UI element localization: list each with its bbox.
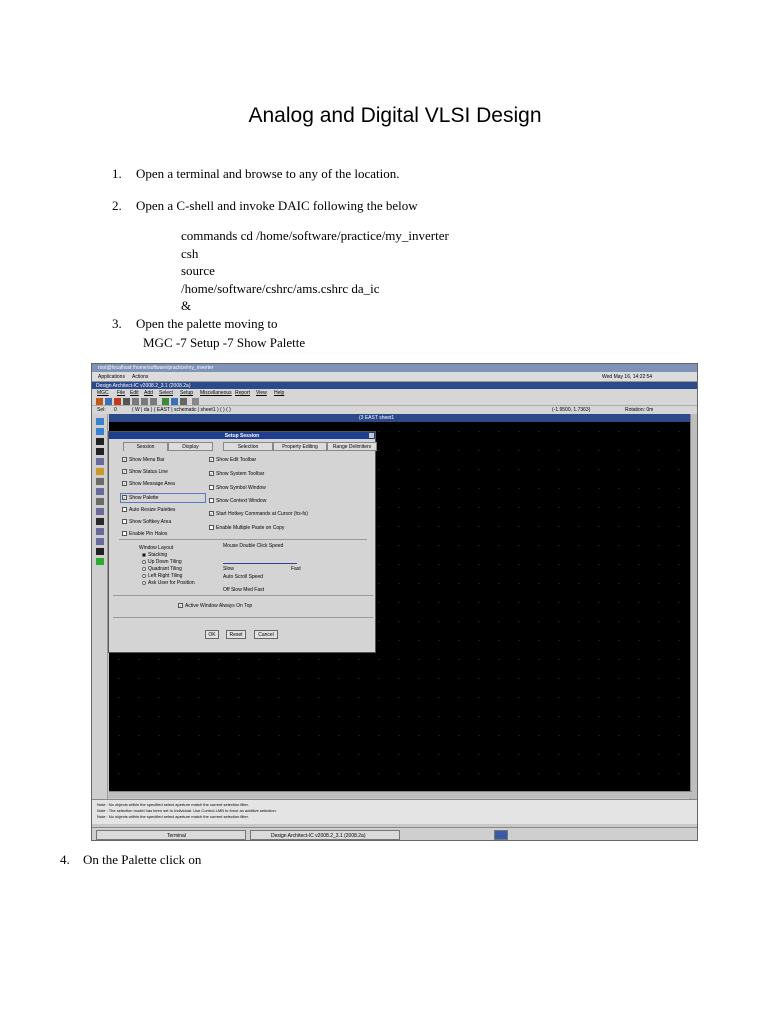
radio-label: Left Right Tiling: [148, 573, 183, 579]
checkbox[interactable]: ✓: [210, 471, 214, 477]
sheet-icon[interactable]: [96, 548, 104, 555]
ok-button[interactable]: [205, 630, 219, 639]
text-icon[interactable]: [96, 488, 104, 495]
wire-icon[interactable]: [96, 428, 104, 435]
dialog-title: Setup Session: [224, 433, 260, 439]
menu-help[interactable]: Help: [274, 390, 285, 396]
step-2: [112, 198, 418, 214]
step-1: [112, 166, 400, 182]
clock: Wed May 16, 14:22:54: [602, 374, 653, 380]
button-label: Cancel: [258, 632, 274, 638]
check-icon[interactable]: [162, 398, 169, 405]
tab-label: Range Delimiters: [332, 444, 372, 450]
zoom-in-icon[interactable]: [132, 398, 139, 405]
gnome-panel: [92, 372, 697, 382]
hierarchy-icon[interactable]: [171, 398, 178, 405]
open-icon[interactable]: [96, 398, 103, 405]
option-show-edit-toolbar[interactable]: [209, 457, 256, 463]
play-icon[interactable]: [96, 558, 104, 565]
button-label: Reset: [229, 632, 243, 638]
copy-icon[interactable]: [96, 468, 104, 475]
taskbar-terminal[interactable]: [96, 830, 246, 840]
menu-path: MGC -7 Setup -7 Show Palette: [143, 335, 306, 350]
applications-menu[interactable]: Applications: [98, 374, 125, 380]
tab-label: Property Editing: [282, 444, 318, 450]
taskbar: [92, 827, 697, 841]
divider: [113, 617, 373, 618]
message-line: Note : No objects within the specified select aperture match the current selection filter.: [97, 802, 249, 807]
command-line: csh: [181, 245, 199, 261]
radio-label: Up Down Tiling: [148, 559, 182, 565]
rotate-icon[interactable]: [96, 438, 104, 445]
divider: [119, 539, 367, 540]
palette: [92, 414, 108, 807]
option-show-menu-bar[interactable]: [122, 457, 165, 463]
reset-button[interactable]: [226, 630, 246, 639]
save-icon[interactable]: [105, 398, 112, 405]
menu-setup[interactable]: Setup: [180, 390, 194, 396]
step-text: On the Palette click on: [83, 852, 202, 867]
radio-button[interactable]: [142, 567, 146, 571]
option-show-symbol-window[interactable]: [209, 485, 266, 491]
option-label: Show Symbol Window: [216, 485, 266, 491]
menu-miscellaneous[interactable]: Miscellaneous: [200, 390, 232, 396]
message-line: Note : The selection model has been set to Individual. Use Control-LMB to force an additive selection.: [97, 808, 277, 813]
radio-button[interactable]: [142, 553, 146, 557]
option-show-message-area[interactable]: [122, 481, 175, 487]
vertical-scrollbar[interactable]: [690, 414, 697, 799]
dialog-title-bar: [109, 432, 375, 439]
select-icon[interactable]: [180, 398, 187, 405]
setup-session-dialog: [108, 431, 376, 653]
menu-view[interactable]: View: [256, 390, 267, 396]
tab-label: Display: [182, 444, 199, 450]
port-icon[interactable]: [96, 528, 104, 535]
option-label: Enable Multiple Paste on Copy: [216, 525, 285, 531]
checkbox[interactable]: ✓: [123, 469, 127, 475]
checkbox[interactable]: [209, 525, 214, 530]
option-label: Show Menu Bar: [129, 457, 165, 463]
close-icon[interactable]: [369, 433, 374, 438]
option-enable-pin-halos[interactable]: [122, 531, 167, 537]
design-architect-title-bar: [92, 382, 697, 389]
zoom-fit-icon[interactable]: [150, 398, 157, 405]
radio-label: Stacking: [148, 552, 168, 558]
rotation-readout: Rotation: 0m: [625, 407, 654, 413]
instance-icon[interactable]: [96, 458, 104, 465]
menu-file[interactable]: File: [117, 390, 126, 396]
net-icon[interactable]: [96, 508, 104, 515]
property-icon[interactable]: [96, 498, 104, 505]
step-3: [112, 316, 278, 332]
auto-scroll-label: Auto Scroll Speed: [223, 574, 264, 580]
window-layout-label: Window Layout: [139, 545, 174, 551]
status-line: [92, 406, 697, 414]
step-number: 3.: [112, 316, 122, 331]
window-icon[interactable]: [192, 398, 199, 405]
page-title: Analog and Digital VLSI Design: [248, 104, 542, 127]
command-line: source: [181, 263, 215, 278]
menu-mgc[interactable]: MGC: [97, 390, 109, 396]
option-label: Enable Pin Halos: [129, 531, 168, 537]
menu-bar: [92, 389, 697, 397]
step-text: Open a terminal and browse to any of the location.: [136, 166, 400, 181]
option-show-softkey-area[interactable]: [122, 519, 171, 525]
checkbox[interactable]: ✓: [123, 481, 127, 487]
taskbar-design-architect[interactable]: [250, 830, 400, 840]
command-block: [181, 227, 449, 315]
option-show-system-toolbar[interactable]: [209, 471, 264, 477]
sel-label: Sel:: [97, 407, 106, 413]
radio-button[interactable]: [142, 581, 146, 585]
command-line: /home/software/cshrc/ams.cshrc da_ic: [181, 280, 380, 296]
move-icon[interactable]: [96, 478, 104, 485]
radio-button[interactable]: [142, 560, 146, 564]
tab-property-editing[interactable]: [273, 442, 327, 451]
radio-stacking[interactable]: [142, 552, 167, 558]
print-icon[interactable]: [114, 398, 121, 405]
radio-left-right-tiling[interactable]: [142, 573, 182, 579]
checkbox[interactable]: ✓: [123, 495, 127, 501]
actions-menu[interactable]: Actions: [132, 374, 149, 380]
app-title: Design Architect-IC v2008.2_3.1 (2008.2a): [96, 383, 191, 389]
option-label: Active Window Always On Top: [185, 603, 253, 609]
fast-label: Fast: [291, 566, 301, 572]
menu-report[interactable]: Report: [235, 390, 251, 396]
option-start-hotkey-commands[interactable]: [209, 511, 308, 517]
pointer-icon[interactable]: [96, 418, 104, 425]
step-text: Open a C-shell and invoke DAIC following the below: [136, 198, 418, 213]
checkbox[interactable]: [209, 485, 214, 490]
button-label: OK: [208, 632, 216, 638]
option-show-status-line[interactable]: [122, 469, 168, 475]
radio-button[interactable]: [142, 574, 146, 578]
tab-label: Selection: [237, 444, 259, 450]
checkbox[interactable]: [122, 531, 127, 536]
radio-label: Ask User for Position: [148, 580, 195, 586]
radio-up-down-tiling[interactable]: [142, 559, 182, 565]
checkbox[interactable]: ✓: [210, 457, 214, 463]
mouse-speed-label: Mouse Double Click Speed: [223, 543, 284, 549]
option-label: Show Status Line: [129, 469, 168, 475]
radio-label: Quadrant Tiling: [148, 566, 182, 572]
command-line: &: [181, 298, 192, 313]
step-number: 1.: [112, 166, 122, 181]
radio-quadrant-tiling[interactable]: [142, 566, 182, 572]
option-show-context-window[interactable]: [209, 498, 266, 504]
step-4: [60, 852, 201, 868]
option-auto-resize-palettes[interactable]: [122, 507, 175, 513]
cursor-coordinates: (-1.9500, 1.7363): [552, 407, 591, 413]
checkbox[interactable]: [122, 519, 127, 524]
task-label: Terminal: [167, 833, 186, 839]
sheet-title: (3 EAST sheet1: [359, 415, 395, 421]
context-path: ( W | da ) ( EAST | schematic | sheet1 ) ( ) ( ): [132, 407, 231, 413]
flip-icon[interactable]: [96, 448, 104, 455]
symbol-icon[interactable]: [96, 538, 104, 545]
checkbox[interactable]: [122, 507, 127, 512]
menu-select[interactable]: Select: [159, 390, 173, 396]
tab-selection[interactable]: [223, 442, 273, 451]
checkbox[interactable]: [209, 498, 214, 503]
step-number: 2.: [112, 198, 122, 213]
step-number: 4.: [60, 852, 70, 867]
undo-icon[interactable]: [123, 398, 130, 405]
mouse-speed-slider[interactable]: [223, 559, 297, 564]
option-label: Show Palette: [129, 495, 159, 501]
auto-scroll-options[interactable]: Off Slow Med Fast: [223, 587, 265, 593]
option-label: Show Context Window: [216, 498, 267, 504]
task-label: Design Architect-IC v2008.2_3.1 (2008.2a): [271, 833, 366, 839]
bus-icon[interactable]: [96, 518, 104, 525]
toolbar: [92, 397, 697, 406]
checkbox[interactable]: ✓: [179, 603, 183, 609]
tab-display[interactable]: [168, 442, 213, 451]
tab-label: Session: [136, 444, 155, 450]
option-label: Start Hotkey Commands at Cursor (hs-fs): [216, 511, 308, 517]
option-label: Show Edit Toolbar: [216, 457, 257, 463]
option-label: Show Softkey Area: [129, 519, 172, 525]
checkbox[interactable]: ✓: [123, 457, 127, 463]
option-label: Show Message Area: [129, 481, 175, 487]
option-label: Auto Resize Palettes: [129, 507, 176, 513]
horizontal-scrollbar[interactable]: [109, 791, 692, 798]
divider: [113, 595, 373, 596]
tab-range-delimiters[interactable]: [327, 442, 377, 451]
design-architect-screenshot: [91, 363, 698, 841]
step-text: Open the palette moving to: [136, 316, 278, 331]
option-show-palette[interactable]: [122, 495, 158, 501]
tab-session[interactable]: [123, 442, 168, 451]
slow-label: Slow: [223, 566, 234, 572]
option-enable-multiple-paste[interactable]: [209, 525, 284, 531]
message-area: [92, 799, 697, 824]
cancel-button[interactable]: [254, 630, 278, 639]
option-label: Show System Toolbar: [216, 471, 265, 477]
message-line: Note : No objects within the specified select aperture match the current selection filter.: [97, 814, 249, 819]
sel-count: 0: [114, 407, 117, 413]
command-line: commands cd /home/software/practice/my_inverter: [181, 228, 449, 243]
menu-edit[interactable]: Edit: [130, 390, 139, 396]
radio-ask-user[interactable]: [142, 580, 195, 586]
schematic-window-title: [109, 414, 692, 422]
workspace-switcher[interactable]: [494, 830, 508, 840]
menu-add[interactable]: Add: [144, 390, 153, 396]
checkbox[interactable]: ✓: [210, 511, 214, 517]
zoom-out-icon[interactable]: [141, 398, 148, 405]
window-title: root@localhost:/home/software/practice/my_inverter: [98, 365, 214, 371]
option-active-window-on-top[interactable]: [178, 603, 252, 609]
gnome-title-bar: [92, 364, 697, 372]
